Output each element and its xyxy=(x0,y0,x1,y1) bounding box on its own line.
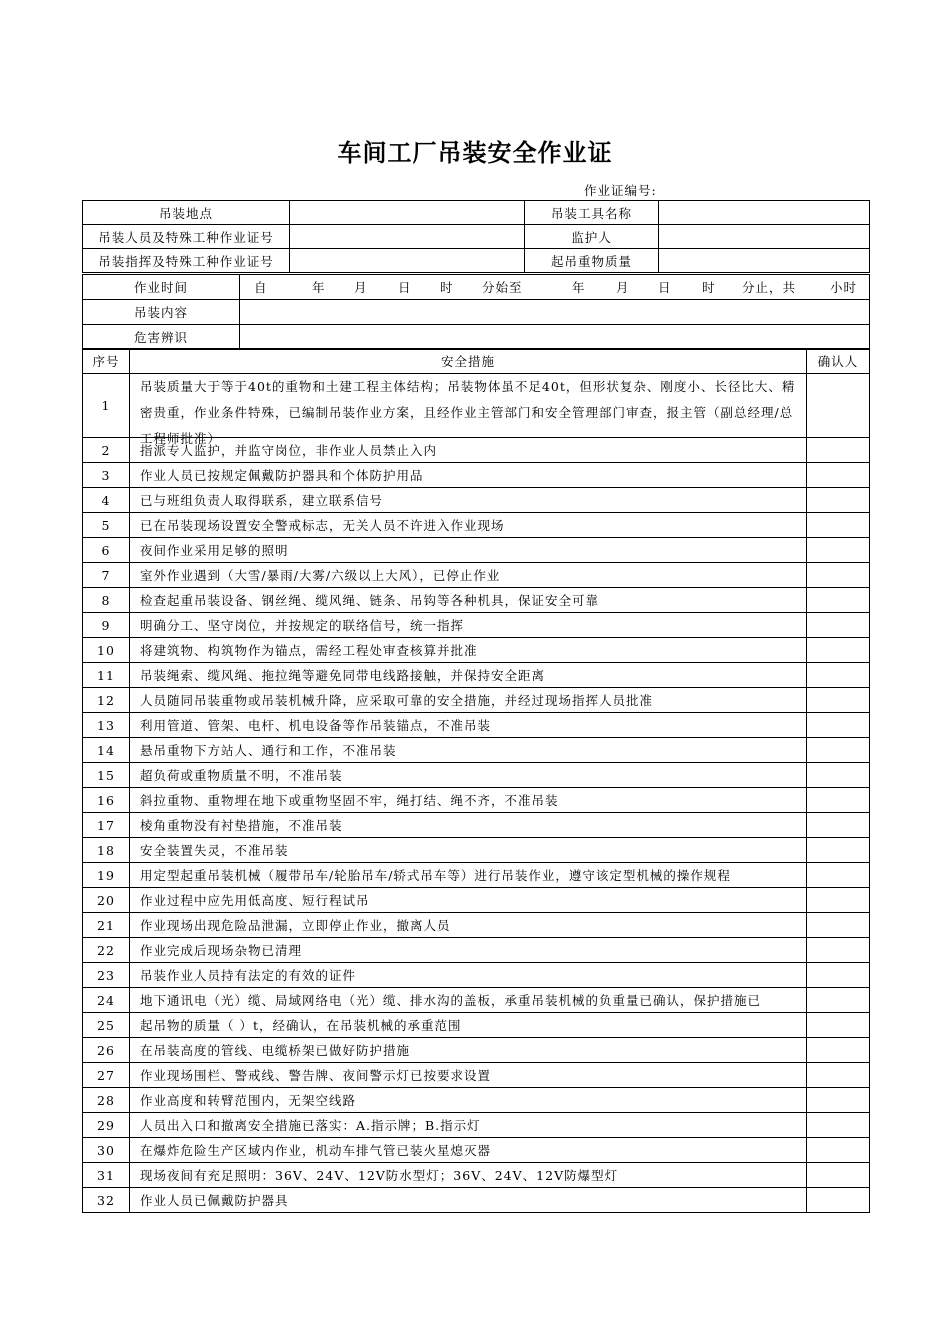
measure-text: 作业高度和转臂范围内，无架空线路 xyxy=(140,1093,357,1108)
time-part: 年 xyxy=(572,280,586,295)
measure-text: 夜间作业采用足够的照明 xyxy=(140,543,289,558)
table-row xyxy=(83,1113,870,1138)
measure-number: 5 xyxy=(83,513,130,538)
confirm-cell[interactable] xyxy=(807,688,870,713)
work-time-label: 作业时间 xyxy=(83,275,240,300)
content-label: 吊装内容 xyxy=(83,300,240,325)
confirm-cell[interactable] xyxy=(807,563,870,588)
measure-number: 20 xyxy=(83,888,130,913)
table-row xyxy=(83,438,870,463)
personnel-label: 吊装人员及特殊工种作业证号 xyxy=(83,225,290,249)
measure-text: 指派专人监护，并监守岗位，非作业人员禁止入内 xyxy=(140,443,438,458)
time-part: 年 xyxy=(312,280,326,295)
confirm-cell[interactable] xyxy=(807,838,870,863)
measure-number: 32 xyxy=(83,1188,130,1213)
measure-number: 28 xyxy=(83,1088,130,1113)
measure-number: 2 xyxy=(83,438,130,463)
measure-number: 17 xyxy=(83,813,130,838)
commander-field[interactable] xyxy=(290,249,525,273)
table-row xyxy=(83,1063,870,1088)
time-part: 小时 xyxy=(830,280,858,295)
table-row xyxy=(83,1163,870,1188)
measure-text: 作业完成后现场杂物已清理 xyxy=(140,943,303,958)
measure-header: 安全措施 xyxy=(130,349,807,374)
measure-text-cell xyxy=(130,613,807,638)
measure-number: 19 xyxy=(83,863,130,888)
confirm-cell[interactable] xyxy=(807,1113,870,1138)
measure-number: 12 xyxy=(83,688,130,713)
table-row xyxy=(83,988,870,1013)
confirm-cell[interactable] xyxy=(807,813,870,838)
personnel-field[interactable] xyxy=(290,225,525,249)
measure-text: 起吊物的质量（ ）t，经确认，在吊装机械的承重范围 xyxy=(140,1018,462,1033)
measure-text-cell xyxy=(130,1138,807,1163)
measure-number: 18 xyxy=(83,838,130,863)
measure-number: 30 xyxy=(83,1138,130,1163)
confirm-cell[interactable] xyxy=(807,488,870,513)
table-row xyxy=(83,1088,870,1113)
confirm-cell[interactable] xyxy=(807,1038,870,1063)
measure-number: 27 xyxy=(83,1063,130,1088)
hazard-row xyxy=(83,325,870,350)
commander-label: 吊装指挥及特殊工种作业证号 xyxy=(83,249,290,273)
measure-text-cell xyxy=(130,438,807,463)
table-row xyxy=(83,463,870,488)
measure-text: 将建筑物、构筑物作为锚点，需经工程处审查核算并批准 xyxy=(140,643,478,658)
measure-text-cell xyxy=(130,1038,807,1063)
page-title: 车间工厂吊装安全作业证 xyxy=(337,139,613,167)
measure-text: 利用管道、管架、电杆、机电设备等作吊装锚点，不准吊装 xyxy=(140,718,492,733)
measure-number: 25 xyxy=(83,1013,130,1038)
measure-text-cell xyxy=(130,963,807,988)
table-row xyxy=(83,538,870,563)
table-row xyxy=(83,688,870,713)
confirm-cell[interactable] xyxy=(807,913,870,938)
measure-text-cell xyxy=(130,1188,807,1213)
measure-text: 作业现场出现危险品泄漏，立即停止作业，撤离人员 xyxy=(140,918,451,933)
table-row xyxy=(83,638,870,663)
measure-text: 安全装置失灵，不准吊装 xyxy=(140,843,289,858)
measure-text: 吊装作业人员持有法定的有效的证件 xyxy=(140,968,357,983)
confirm-cell[interactable] xyxy=(807,988,870,1013)
measure-text-cell xyxy=(130,988,807,1013)
time-part: 分始至 xyxy=(482,280,523,295)
work-info-table xyxy=(82,274,870,350)
time-part: 日 xyxy=(658,280,672,295)
confirm-cell[interactable] xyxy=(807,1063,870,1088)
measure-text: 作业过程中应先用低高度、短行程试吊 xyxy=(140,893,370,908)
measure-text-cell xyxy=(130,813,807,838)
measure-text: 超负荷或重物质量不明，不准吊装 xyxy=(140,768,343,783)
measure-number: 10 xyxy=(83,638,130,663)
table-row xyxy=(83,563,870,588)
measure-text-cell xyxy=(130,738,807,763)
confirm-cell[interactable] xyxy=(807,1013,870,1038)
measure-text: 现场夜间有充足照明：36V、24V、12V防水型灯；36V、24V、12V防爆型灯 xyxy=(140,1168,619,1183)
time-part: 月 xyxy=(616,280,630,295)
table-row xyxy=(83,838,870,863)
measure-text-cell xyxy=(130,1163,807,1188)
measure-text: 作业人员已按规定佩戴防护器具和个体防护用品 xyxy=(140,468,424,483)
measure-number: 23 xyxy=(83,963,130,988)
content-row xyxy=(83,300,870,325)
measure-text: 地下通讯电（光）缆、局域网络电（光）缆、排水沟的盖板，承重吊装机械的负重量已确认，保护措施已 xyxy=(140,993,762,1008)
confirm-cell[interactable] xyxy=(807,763,870,788)
time-part: 日 xyxy=(398,280,412,295)
safety-measures-table xyxy=(82,348,870,1213)
confirm-cell[interactable] xyxy=(807,738,870,763)
confirm-cell[interactable] xyxy=(807,513,870,538)
table-row xyxy=(83,1138,870,1163)
time-part: 月 xyxy=(354,280,368,295)
load-weight-field[interactable] xyxy=(659,249,870,273)
confirm-cell[interactable] xyxy=(807,713,870,738)
table-row xyxy=(83,713,870,738)
measure-text-cell xyxy=(130,788,807,813)
measure-text: 室外作业遇到（大雪/暴雨/大雾/六级以上大风），已停止作业 xyxy=(140,568,501,583)
table-row xyxy=(83,888,870,913)
lift-location-field[interactable] xyxy=(290,201,525,225)
measure-number: 15 xyxy=(83,763,130,788)
measure-text-cell xyxy=(130,1013,807,1038)
measure-text-cell xyxy=(130,763,807,788)
measure-text-cell xyxy=(130,538,807,563)
time-part: 自 xyxy=(254,280,268,295)
measure-text-cell xyxy=(130,713,807,738)
measure-number: 26 xyxy=(83,1038,130,1063)
measure-number: 1 xyxy=(83,374,130,438)
header-table xyxy=(82,200,870,273)
hazard-label: 危害辨识 xyxy=(83,325,240,350)
measure-text: 在吊装高度的管线、电缆桥架已做好防护措施 xyxy=(140,1043,411,1058)
confirm-cell[interactable] xyxy=(807,663,870,688)
measure-number: 11 xyxy=(83,663,130,688)
confirm-cell[interactable] xyxy=(807,788,870,813)
confirm-cell[interactable] xyxy=(807,1163,870,1188)
measure-number: 9 xyxy=(83,613,130,638)
confirm-cell[interactable] xyxy=(807,538,870,563)
measure-text-cell xyxy=(130,663,807,688)
measure-text-cell xyxy=(130,463,807,488)
measure-text-cell xyxy=(130,913,807,938)
measure-text-cell xyxy=(130,1063,807,1088)
measure-number: 16 xyxy=(83,788,130,813)
confirm-cell[interactable] xyxy=(807,638,870,663)
confirm-cell[interactable] xyxy=(807,613,870,638)
measure-text: 明确分工、坚守岗位，并按规定的联络信号，统一指挥 xyxy=(140,618,465,633)
measure-text-cell xyxy=(130,588,807,613)
measure-text: 作业人员已佩戴防护器具 xyxy=(140,1193,289,1208)
measure-number: 21 xyxy=(83,913,130,938)
permit-number-label: 作业证编号: xyxy=(584,183,657,198)
confirm-cell[interactable] xyxy=(807,938,870,963)
load-weight-label: 起吊重物质量 xyxy=(525,249,659,273)
measure-number: 22 xyxy=(83,938,130,963)
measure-text: 斜拉重物、重物埋在地下或重物坚固不牢，绳打结、绳不齐，不准吊装 xyxy=(140,793,559,808)
measure-number: 3 xyxy=(83,463,130,488)
header-row xyxy=(83,201,870,225)
measure-text: 已与班组负责人取得联系，建立联系信号 xyxy=(140,493,384,508)
confirm-cell[interactable] xyxy=(807,963,870,988)
confirm-cell[interactable] xyxy=(807,374,870,438)
measure-text-cell xyxy=(130,488,807,513)
measure-text: 人员出入口和撤离安全措施已落实：A.指示牌；B.指示灯 xyxy=(140,1118,481,1133)
measure-text-cell xyxy=(130,1088,807,1113)
confirm-cell[interactable] xyxy=(807,463,870,488)
lift-tool-name-field[interactable] xyxy=(659,201,870,225)
confirm-cell[interactable] xyxy=(807,888,870,913)
measure-text-cell xyxy=(130,838,807,863)
table-row xyxy=(83,613,870,638)
measure-number: 29 xyxy=(83,1113,130,1138)
measure-number: 7 xyxy=(83,563,130,588)
time-part: 时 xyxy=(440,280,454,295)
measure-text-cell xyxy=(130,638,807,663)
table-row xyxy=(83,1038,870,1063)
measure-text-cell xyxy=(130,513,807,538)
hazard-field[interactable] xyxy=(240,325,870,350)
measure-text: 吊装质量大于等于40t的重物和土建工程主体结构；吊装物体虽不足40t，但形状复杂、刚度小、长径比大、精密贵重，作业条件特殊，已编制吊装作业方案，且经作业主管部门和安全管理部门审查，报主管（副总经理/总工程师批准） xyxy=(140,379,796,446)
measure-text-cell xyxy=(130,688,807,713)
lift-tool-name-label: 吊装工具名称 xyxy=(525,201,659,225)
measure-text: 吊装绳索、缆风绳、拖拉绳等避免同带电线路接触，并保持安全距离 xyxy=(140,668,546,683)
content-field[interactable] xyxy=(240,300,870,325)
measure-text: 检查起重吊装设备、钢丝绳、缆风绳、链条、吊钩等各种机具，保证安全可靠 xyxy=(140,593,600,608)
measure-text-cell xyxy=(130,938,807,963)
measure-text-cell xyxy=(130,863,807,888)
table-row xyxy=(83,863,870,888)
header-row xyxy=(83,249,870,273)
lift-location-label: 吊装地点 xyxy=(83,201,290,225)
table-row xyxy=(83,788,870,813)
confirm-cell[interactable] xyxy=(807,438,870,463)
time-part: 分止，共 xyxy=(742,280,797,295)
measures-header-row xyxy=(83,349,870,374)
measure-text: 已在吊装现场设置安全警戒标志，无关人员不许进入作业现场 xyxy=(140,518,505,533)
confirm-cell[interactable] xyxy=(807,863,870,888)
confirm-cell[interactable] xyxy=(807,588,870,613)
measure-number: 13 xyxy=(83,713,130,738)
measure-text: 在爆炸危险生产区域内作业，机动车排气管已装火星熄灭器 xyxy=(140,1143,492,1158)
work-time-field[interactable] xyxy=(240,275,870,300)
measure-text: 棱角重物没有衬垫措施，不准吊装 xyxy=(140,818,343,833)
measure-text-cell xyxy=(130,1113,807,1138)
measure-number: 6 xyxy=(83,538,130,563)
confirm-header: 确认人 xyxy=(807,349,870,374)
table-row xyxy=(83,663,870,688)
measure-text: 作业现场围栏、警戒线、警告牌、夜间警示灯已按要求设置 xyxy=(140,1068,492,1083)
confirm-cell[interactable] xyxy=(807,1138,870,1163)
time-part: 时 xyxy=(702,280,716,295)
measure-number: 31 xyxy=(83,1163,130,1188)
table-row xyxy=(83,763,870,788)
table-row xyxy=(83,738,870,763)
table-row xyxy=(83,374,870,438)
confirm-cell[interactable] xyxy=(807,1088,870,1113)
confirm-cell[interactable] xyxy=(807,1188,870,1213)
measure-number: 8 xyxy=(83,588,130,613)
supervisor-label: 监护人 xyxy=(525,225,659,249)
table-row xyxy=(83,1013,870,1038)
measure-text: 用定型起重吊装机械（履带吊车/轮胎吊车/轿式吊车等）进行吊装作业，遵守该定型机械的操作规程 xyxy=(140,868,731,883)
measure-number: 4 xyxy=(83,488,130,513)
supervisor-field[interactable] xyxy=(659,225,870,249)
measure-text-cell xyxy=(130,563,807,588)
seq-header: 序号 xyxy=(83,349,130,374)
measure-text: 人员随同吊装重物或吊装机械升降，应采取可靠的安全措施，并经过现场指挥人员批准 xyxy=(140,693,654,708)
table-row xyxy=(83,513,870,538)
measure-text-cell xyxy=(130,374,807,446)
table-row xyxy=(83,588,870,613)
table-row xyxy=(83,963,870,988)
measure-number: 24 xyxy=(83,988,130,1013)
table-row xyxy=(83,938,870,963)
table-row xyxy=(83,813,870,838)
table-row xyxy=(83,913,870,938)
work-time-row xyxy=(83,275,870,300)
measure-text-cell xyxy=(130,888,807,913)
measure-number: 14 xyxy=(83,738,130,763)
table-row xyxy=(83,488,870,513)
header-row xyxy=(83,225,870,249)
measure-text: 悬吊重物下方站人、通行和工作，不准吊装 xyxy=(140,743,397,758)
table-row xyxy=(83,1188,870,1213)
